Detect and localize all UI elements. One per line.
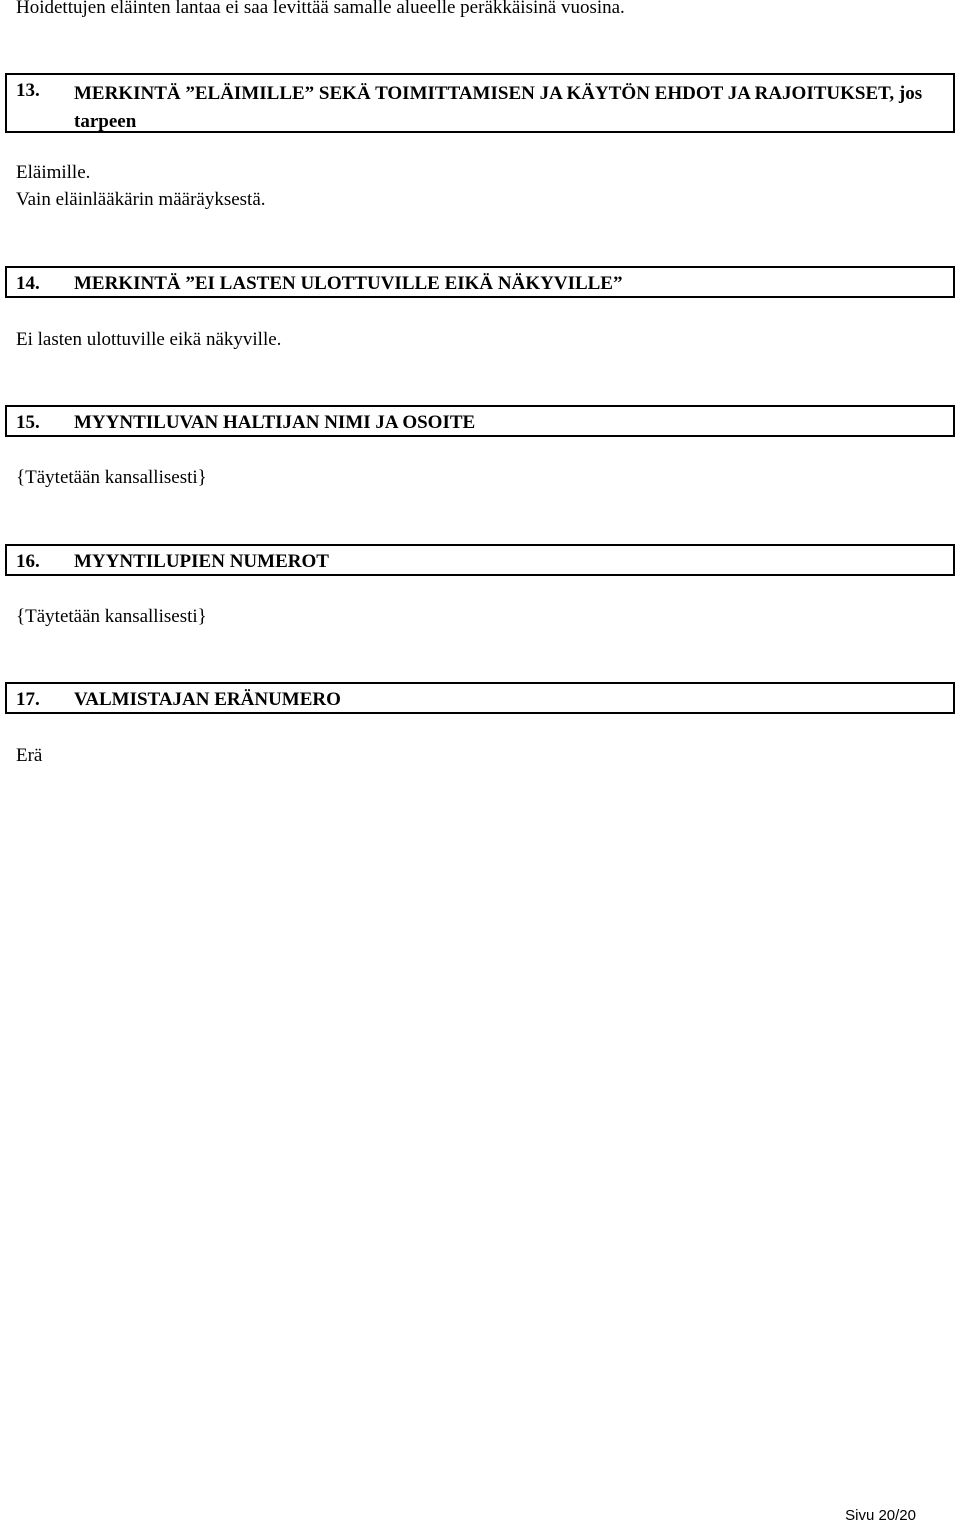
section-13-number: 13. (16, 80, 40, 101)
intro-text: Hoidettujen eläinten lantaa ei saa levittää samalle alueelle peräkkäisinä vuosina. (16, 0, 625, 18)
section-13-header (5, 73, 955, 133)
section-13-line-1: Eläimille. (16, 162, 91, 183)
section-16-line-1: {Täytetään kansallisesti} (16, 606, 207, 627)
section-15-title: MYYNTILUVAN HALTIJAN NIMI JA OSOITE (74, 412, 476, 433)
section-14-title: MERKINTÄ ”EI LASTEN ULOTTUVILLE EIKÄ NÄKYVILLE” (74, 273, 623, 294)
section-17-line-1: Erä (16, 745, 43, 766)
section-17-title: VALMISTAJAN ERÄNUMERO (74, 689, 341, 710)
section-16-title: MYYNTILUPIEN NUMEROT (74, 551, 329, 572)
section-14-header (5, 266, 955, 298)
section-15-header (5, 405, 955, 437)
section-13-line-2: Vain eläinlääkärin määräyksestä. (16, 189, 266, 210)
section-14-number: 14. (16, 273, 40, 294)
page-number: Sivu 20/20 (845, 1507, 916, 1524)
section-15-number: 15. (16, 412, 40, 433)
section-15-line-1: {Täytetään kansallisesti} (16, 467, 207, 488)
section-17-header (5, 682, 955, 714)
section-16-number: 16. (16, 551, 40, 572)
section-16-header (5, 544, 955, 576)
section-13-title: MERKINTÄ ”ELÄIMILLE” SEKÄ TOIMITTAMISEN JA KÄYTÖN EHDOT JA RAJOITUKSET, jos tarpeen (74, 83, 923, 132)
section-14-line-1: Ei lasten ulottuville eikä näkyville. (16, 329, 282, 350)
section-17-number: 17. (16, 689, 40, 710)
